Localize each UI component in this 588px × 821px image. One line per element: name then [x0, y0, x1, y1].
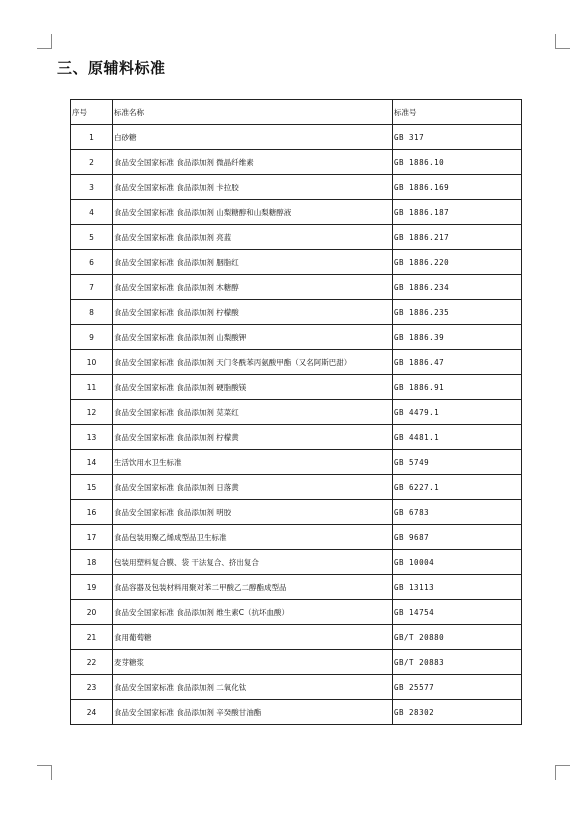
table-row	[71, 300, 522, 325]
row-serial-number: 3	[71, 175, 113, 200]
row-standard-name: 麦芽糖浆	[113, 650, 393, 675]
row-standard-code: GB 1886.91	[393, 375, 522, 400]
row-standard-name: 食品安全国家标准 食品添加剂 硬脂酸镁	[113, 375, 393, 400]
row-serial-number: 10	[71, 350, 113, 375]
row-serial-number: 9	[71, 325, 113, 350]
row-serial-number: 17	[71, 525, 113, 550]
table-row	[71, 575, 522, 600]
row-standard-name: 食品安全国家标准 食品添加剂 日落黄	[113, 475, 393, 500]
table-row	[71, 325, 522, 350]
standards-table	[70, 99, 522, 725]
row-standard-code: GB/T 20883	[393, 650, 522, 675]
table-row	[71, 550, 522, 575]
row-standard-name: 食品安全国家标准 食品添加剂 柠檬酸	[113, 300, 393, 325]
table-header-row	[71, 100, 522, 125]
row-standard-name: 食品安全国家标准 食品添加剂 天门冬酰苯丙氨酸甲酯（又名阿斯巴甜）	[113, 350, 393, 375]
table-row	[71, 650, 522, 675]
row-serial-number: 19	[71, 575, 113, 600]
row-serial-number: 16	[71, 500, 113, 525]
row-serial-number: 15	[71, 475, 113, 500]
row-standard-name: 食品安全国家标准 食品添加剂 辛癸酸甘油酯	[113, 700, 393, 725]
row-standard-name: 食品包装用聚乙烯成型品卫生标准	[113, 525, 393, 550]
row-serial-number: 24	[71, 700, 113, 725]
row-serial-number: 11	[71, 375, 113, 400]
row-standard-code: GB 1886.235	[393, 300, 522, 325]
row-serial-number: 2	[71, 150, 113, 175]
table-row	[71, 225, 522, 250]
table-row	[71, 350, 522, 375]
crop-mark-bottom-right	[555, 765, 570, 780]
row-standard-name: 生活饮用水卫生标准	[113, 450, 393, 475]
crop-mark-bottom-left	[37, 765, 52, 780]
row-serial-number: 14	[71, 450, 113, 475]
row-standard-name: 食品安全国家标准 食品添加剂 明胶	[113, 500, 393, 525]
table-row	[71, 375, 522, 400]
row-standard-code: GB 1886.10	[393, 150, 522, 175]
row-standard-name: 食品安全国家标准 食品添加剂 亮蓝	[113, 225, 393, 250]
section-title: 三、原辅料标准	[57, 59, 166, 77]
row-standard-code: GB 5749	[393, 450, 522, 475]
table-row	[71, 600, 522, 625]
row-standard-code: GB 10004	[393, 550, 522, 575]
row-standard-name: 食品安全国家标准 食品添加剂 微晶纤维素	[113, 150, 393, 175]
table-row	[71, 125, 522, 150]
row-serial-number: 5	[71, 225, 113, 250]
crop-mark-top-left	[37, 34, 52, 49]
row-serial-number: 6	[71, 250, 113, 275]
row-standard-code: GB 1886.187	[393, 200, 522, 225]
row-standard-name: 食品安全国家标准 食品添加剂 卡拉胶	[113, 175, 393, 200]
table-row	[71, 400, 522, 425]
row-standard-code: GB 28302	[393, 700, 522, 725]
table-row	[71, 525, 522, 550]
row-standard-code: GB 9687	[393, 525, 522, 550]
table-row	[71, 200, 522, 225]
row-standard-name: 食品安全国家标准 食品添加剂 木糖醇	[113, 275, 393, 300]
table-row	[71, 500, 522, 525]
header-serial-number: 序号	[71, 100, 113, 125]
row-standard-code: GB 1886.220	[393, 250, 522, 275]
row-standard-code: GB 1886.217	[393, 225, 522, 250]
table-row	[71, 625, 522, 650]
row-standard-code: GB 25577	[393, 675, 522, 700]
row-standard-name: 食品安全国家标准 食品添加剂 胭脂红	[113, 250, 393, 275]
row-standard-code: GB 1886.169	[393, 175, 522, 200]
row-serial-number: 8	[71, 300, 113, 325]
row-standard-code: GB 6783	[393, 500, 522, 525]
table-row	[71, 150, 522, 175]
table-row	[71, 175, 522, 200]
row-serial-number: 20	[71, 600, 113, 625]
table-row	[71, 425, 522, 450]
header-standard-code: 标准号	[393, 100, 522, 125]
row-standard-code: GB 13113	[393, 575, 522, 600]
row-standard-code: GB 1886.234	[393, 275, 522, 300]
row-standard-name: 包装用塑料复合膜、袋 干法复合、挤出复合	[113, 550, 393, 575]
crop-mark-top-right	[555, 34, 570, 49]
row-standard-name: 食品安全国家标准 食品添加剂 苋菜红	[113, 400, 393, 425]
row-standard-name: 食品安全国家标准 食品添加剂 维生素C（抗坏血酸）	[113, 600, 393, 625]
row-standard-name: 食品容器及包装材料用聚对苯二甲酸乙二醇酯成型品	[113, 575, 393, 600]
row-serial-number: 1	[71, 125, 113, 150]
table-row	[71, 450, 522, 475]
row-standard-code: GB 4481.1	[393, 425, 522, 450]
row-standard-code: GB 1886.47	[393, 350, 522, 375]
row-standard-code: GB/T 20880	[393, 625, 522, 650]
row-standard-name: 白砂糖	[113, 125, 393, 150]
table-row	[71, 250, 522, 275]
header-standard-name: 标准名称	[113, 100, 393, 125]
row-standard-name: 食品安全国家标准 食品添加剂 二氧化钛	[113, 675, 393, 700]
row-serial-number: 4	[71, 200, 113, 225]
row-standard-code: GB 317	[393, 125, 522, 150]
row-standard-name: 食用葡萄糖	[113, 625, 393, 650]
row-serial-number: 13	[71, 425, 113, 450]
row-standard-code: GB 1886.39	[393, 325, 522, 350]
table-row	[71, 675, 522, 700]
row-standard-code: GB 6227.1	[393, 475, 522, 500]
row-serial-number: 12	[71, 400, 113, 425]
table-row	[71, 475, 522, 500]
row-standard-name: 食品安全国家标准 食品添加剂 山梨酸钾	[113, 325, 393, 350]
row-standard-name: 食品安全国家标准 食品添加剂 山梨糖醇和山梨糖醇液	[113, 200, 393, 225]
row-serial-number: 22	[71, 650, 113, 675]
row-standard-code: GB 14754	[393, 600, 522, 625]
table-row	[71, 275, 522, 300]
table-body	[71, 125, 522, 725]
row-standard-name: 食品安全国家标准 食品添加剂 柠檬黄	[113, 425, 393, 450]
table-row	[71, 700, 522, 725]
row-serial-number: 7	[71, 275, 113, 300]
row-standard-code: GB 4479.1	[393, 400, 522, 425]
row-serial-number: 21	[71, 625, 113, 650]
row-serial-number: 18	[71, 550, 113, 575]
row-serial-number: 23	[71, 675, 113, 700]
